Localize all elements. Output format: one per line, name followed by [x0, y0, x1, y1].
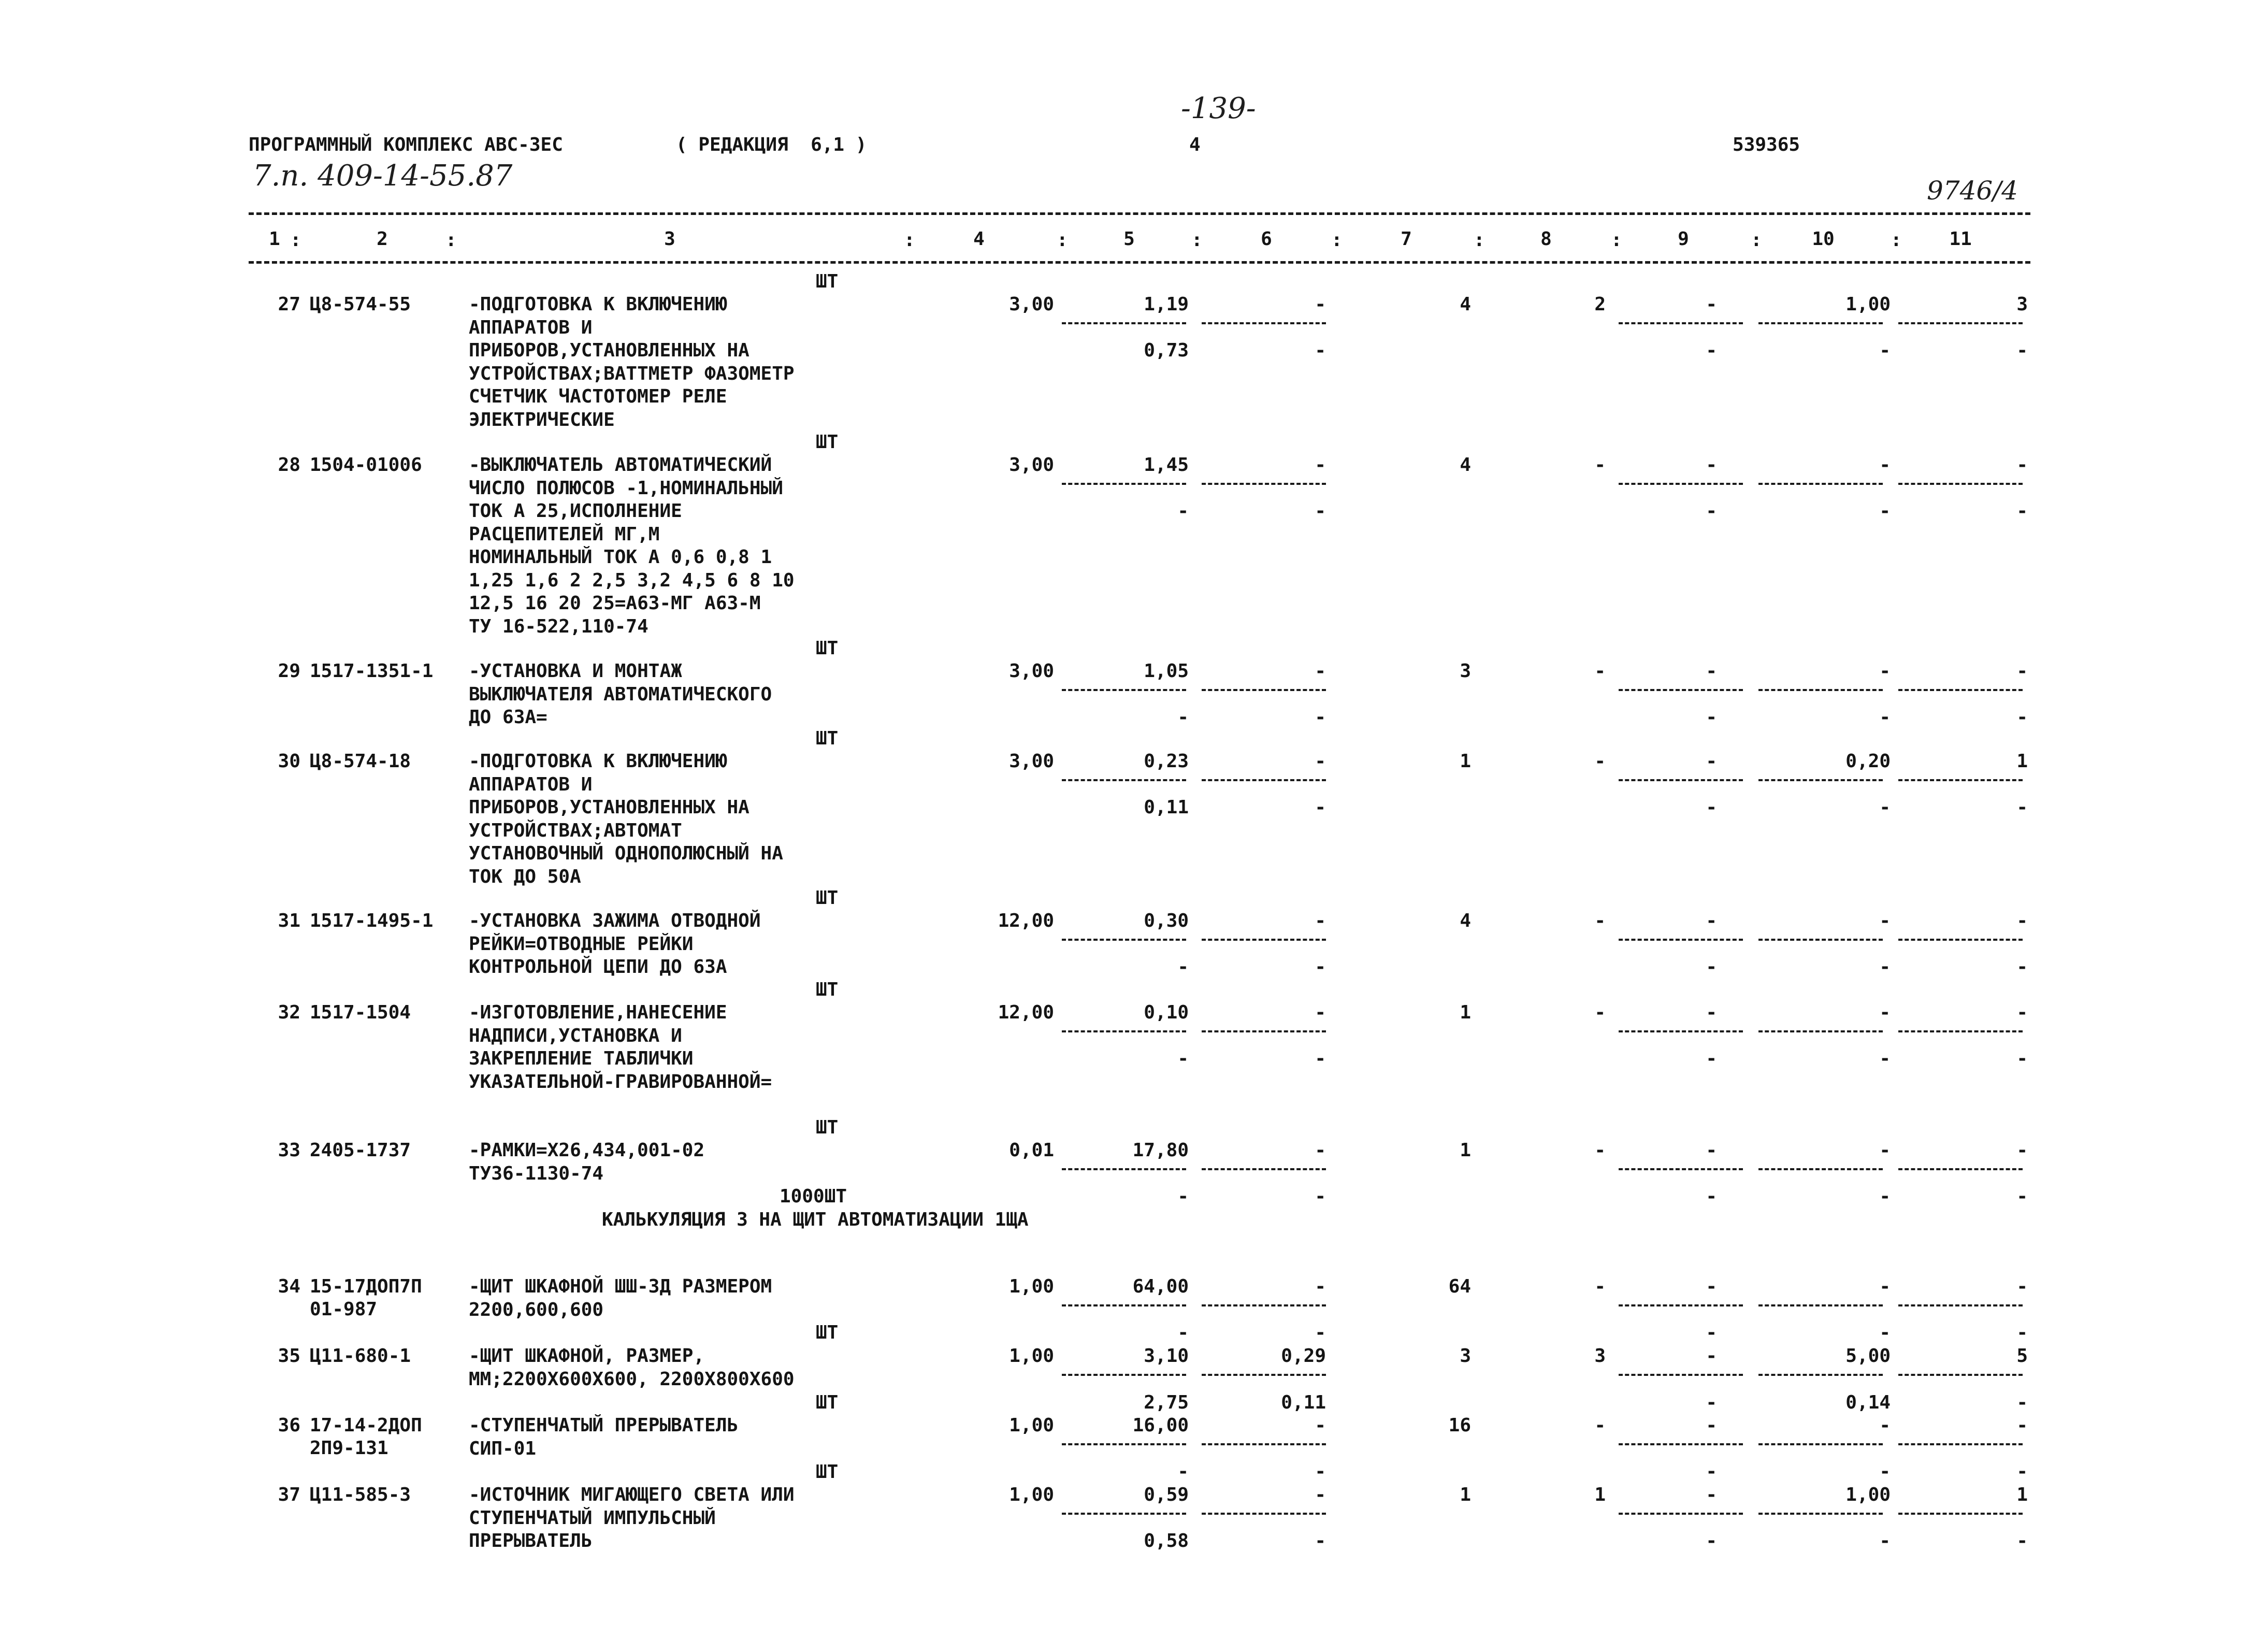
c9-divider	[1619, 1030, 1743, 1032]
c9-value: -	[1706, 1415, 1717, 1436]
c10-value: -	[1879, 1276, 1891, 1297]
c6-subvalue: -	[1315, 707, 1326, 728]
c11-subvalue: -	[2016, 1530, 2028, 1552]
row-number: 35	[278, 1345, 300, 1367]
c9-value: -	[1706, 454, 1717, 476]
c10-subvalue: -	[1879, 1186, 1891, 1207]
c10-divider	[1758, 939, 1883, 941]
row-number: 30	[278, 751, 300, 772]
c5-subvalue: -	[1177, 1048, 1189, 1069]
c9-subvalue: -	[1706, 956, 1717, 978]
col7-value: 4	[1460, 910, 1471, 931]
resource-code: 1517-1495-1	[310, 910, 434, 931]
c9-value: -	[1706, 294, 1717, 315]
c10-subvalue: -	[1879, 1530, 1891, 1552]
c10-divider	[1758, 779, 1883, 781]
c6-divider	[1202, 1443, 1326, 1445]
resource-code: Ц8-574-18	[310, 751, 411, 772]
col8-value: -	[1594, 1276, 1606, 1297]
c10-value: -	[1879, 910, 1891, 931]
c6-subvalue: -	[1315, 500, 1326, 522]
c6-value: -	[1315, 294, 1326, 315]
c9-divider	[1619, 1304, 1743, 1306]
unit-label: ШТ	[816, 979, 839, 1000]
c9-subvalue: -	[1706, 1048, 1717, 1069]
c5-value: 3,10	[1144, 1345, 1189, 1367]
c11-value: 1	[2016, 751, 2028, 772]
column-separator: :	[1751, 229, 1762, 251]
c10-subvalue: -	[1879, 1322, 1891, 1343]
col7-value: 64	[1448, 1276, 1471, 1297]
column-header-11: 11	[1949, 228, 1972, 250]
c11-value: -	[2016, 1140, 2028, 1161]
unit-label: ШТ	[816, 1461, 839, 1483]
c11-subvalue: -	[2016, 797, 2028, 818]
c6-value: -	[1315, 1002, 1326, 1023]
c5-divider	[1062, 1513, 1186, 1515]
c6-value: -	[1315, 910, 1326, 931]
resource-code: Ц8-574-55	[310, 294, 411, 315]
c10-divider	[1758, 322, 1883, 324]
c5-value: 1,05	[1144, 660, 1189, 682]
c6-divider	[1202, 483, 1326, 485]
inventory-number: 9746/4	[1927, 176, 2018, 206]
c5-value: 0,30	[1144, 910, 1189, 931]
c10-subvalue: -	[1879, 340, 1891, 361]
quantity-value: 1,00	[1009, 1415, 1054, 1436]
c9-value: -	[1706, 660, 1717, 682]
edition-label: ( РЕДАКЦИЯ 6,1 )	[676, 134, 867, 155]
c5-subvalue: 0,73	[1144, 340, 1189, 361]
c10-divider	[1758, 483, 1883, 485]
col8-value: -	[1594, 660, 1606, 682]
c11-divider	[1898, 322, 2023, 324]
item-description: -СТУПЕНЧАТЫЙ ПРЕРЫВАТЕЛЬ СИП-01	[469, 1415, 739, 1459]
c11-divider	[1898, 1304, 2023, 1306]
col8-value: -	[1594, 1002, 1606, 1023]
resource-code: 1504-01006	[310, 454, 422, 476]
c9-value: -	[1706, 1002, 1717, 1023]
col7-value: 4	[1460, 454, 1471, 476]
c5-divider	[1062, 483, 1186, 485]
c5-value: 64,00	[1132, 1276, 1189, 1297]
c9-value: -	[1706, 1140, 1717, 1161]
c9-value: -	[1706, 910, 1717, 931]
c10-subvalue: -	[1879, 956, 1891, 978]
c9-divider	[1619, 1513, 1743, 1515]
c11-subvalue: -	[2016, 1186, 2028, 1207]
column-separator: :	[1057, 229, 1068, 251]
c9-subvalue: -	[1706, 1530, 1717, 1552]
column-header-9: 9	[1678, 228, 1689, 250]
col8-value: 1	[1594, 1484, 1606, 1505]
c5-divider	[1062, 1168, 1186, 1170]
c9-subvalue: -	[1706, 707, 1717, 728]
header-rule-bottom	[249, 261, 2030, 264]
c10-value: -	[1879, 1415, 1891, 1436]
c5-subvalue: -	[1177, 500, 1189, 522]
c6-subvalue: -	[1315, 1048, 1326, 1069]
c5-divider	[1062, 1304, 1186, 1306]
column-separator: :	[290, 229, 301, 251]
c9-value: -	[1706, 1484, 1717, 1505]
c9-divider	[1619, 1168, 1743, 1170]
row-number: 34	[278, 1276, 300, 1297]
c9-divider	[1619, 939, 1743, 941]
c11-divider	[1898, 1030, 2023, 1032]
page-number: -139-	[1181, 92, 1256, 125]
col8-value: -	[1594, 1140, 1606, 1161]
c5-value: 16,00	[1132, 1415, 1189, 1436]
c6-subvalue: 0,11	[1281, 1392, 1326, 1413]
c9-subvalue: -	[1706, 1461, 1717, 1482]
c11-subvalue: -	[2016, 707, 2028, 728]
c11-value: -	[2016, 1002, 2028, 1023]
c5-divider	[1062, 322, 1186, 324]
c5-divider	[1062, 689, 1186, 691]
quantity-value: 3,00	[1009, 751, 1054, 772]
c5-value: 1,19	[1144, 294, 1189, 315]
column-separator: :	[1474, 229, 1485, 251]
c11-value: -	[2016, 1415, 2028, 1436]
item-description: -ЩИТ ШКАФНОЙ ШШ-ЗД РАЗМЕРОМ 2200,600,600	[469, 1276, 772, 1320]
c10-subvalue: -	[1879, 797, 1891, 818]
item-description: -РАМКИ=Х26,434,001-02 ТУ36-1130-74	[469, 1140, 705, 1184]
col7-value: 4	[1460, 294, 1471, 315]
c5-divider	[1062, 1374, 1186, 1376]
unit-label: ШТ	[816, 638, 839, 659]
col8-value: -	[1594, 1415, 1606, 1436]
c5-value: 0,59	[1144, 1484, 1189, 1505]
col7-value: 3	[1460, 1345, 1471, 1367]
quantity-value: 1,00	[1009, 1276, 1054, 1297]
c10-subvalue: -	[1879, 1048, 1891, 1069]
c11-subvalue: -	[2016, 1461, 2028, 1482]
c11-value: -	[2016, 1276, 2028, 1297]
column-separator: :	[445, 229, 457, 251]
c6-value: 0,29	[1281, 1345, 1326, 1367]
c6-divider	[1202, 1374, 1326, 1376]
c5-subvalue: -	[1177, 1322, 1189, 1343]
column-header-6: 6	[1261, 228, 1272, 250]
col7-value: 16	[1448, 1415, 1471, 1436]
c11-subvalue: -	[2016, 500, 2028, 522]
c6-divider	[1202, 689, 1326, 691]
program-title: ПРОГРАММНЫЙ КОМПЛЕКС АВС-ЗЕС	[249, 134, 563, 155]
c11-subvalue: -	[2016, 1392, 2028, 1413]
c10-divider	[1758, 1443, 1883, 1445]
c9-subvalue: -	[1706, 1392, 1717, 1413]
quantity-value: 1,00	[1009, 1484, 1054, 1505]
c9-value: -	[1706, 751, 1717, 772]
c11-divider	[1898, 689, 2023, 691]
c6-divider	[1202, 1168, 1326, 1170]
c10-value: 1,00	[1845, 294, 1891, 315]
c9-divider	[1619, 1374, 1743, 1376]
c6-subvalue: -	[1315, 797, 1326, 818]
c10-divider	[1758, 689, 1883, 691]
column-separator: :	[904, 229, 915, 251]
c11-subvalue: -	[2016, 340, 2028, 361]
c11-divider	[1898, 483, 2023, 485]
c9-value: -	[1706, 1345, 1717, 1367]
column-header-3: 3	[664, 228, 675, 250]
c6-value: -	[1315, 751, 1326, 772]
row-number: 36	[278, 1415, 300, 1436]
col7-value: 1	[1460, 1002, 1471, 1023]
quantity-value: 0,01	[1009, 1140, 1054, 1161]
resource-code: Ц11-585-3	[310, 1484, 411, 1505]
header-rule-top	[249, 212, 2030, 215]
c6-value: -	[1315, 1415, 1326, 1436]
c11-value: -	[2016, 454, 2028, 476]
row-number: 32	[278, 1002, 300, 1023]
unit-label: ШТ	[816, 1392, 839, 1413]
item-description: -ЩИТ ШКАФНОЙ, РАЗМЕР, ММ;2200Х600Х600, 2200Х800Х600	[469, 1345, 795, 1390]
column-header-5: 5	[1123, 228, 1135, 250]
c10-value: 5,00	[1845, 1345, 1891, 1367]
resource-code: Ц11-680-1	[310, 1345, 411, 1367]
resource-code: 2405-1737	[310, 1140, 411, 1161]
c11-value: 3	[2016, 294, 2028, 315]
c5-subvalue: 0,11	[1144, 797, 1189, 818]
col8-value: 2	[1594, 294, 1606, 315]
c5-divider	[1062, 1030, 1186, 1032]
col7-value: 1	[1460, 751, 1471, 772]
col8-value: 3	[1594, 1345, 1606, 1367]
c5-divider	[1062, 1443, 1186, 1445]
column-header-10: 10	[1812, 228, 1835, 250]
resource-code: 17-14-2ДОП 2П9-131	[310, 1415, 422, 1459]
unit-label: ШТ	[816, 887, 839, 909]
c11-value: -	[2016, 660, 2028, 682]
c9-subvalue: -	[1706, 1322, 1717, 1343]
unit-label: ШТ	[816, 1322, 839, 1343]
item-description: -УСТАНОВКА И МОНТАЖ ВЫКЛЮЧАТЕЛЯ АВТОМАТИЧЕСКОГО ДО 63А=	[469, 660, 772, 728]
c11-divider	[1898, 779, 2023, 781]
row-number: 29	[278, 660, 300, 682]
row-number: 33	[278, 1140, 300, 1161]
c6-divider	[1202, 322, 1326, 324]
c11-subvalue: -	[2016, 1048, 2028, 1069]
c10-divider	[1758, 1304, 1883, 1306]
column-separator: :	[1191, 229, 1203, 251]
c5-subvalue: -	[1177, 1186, 1189, 1207]
col7-value: 1	[1460, 1140, 1471, 1161]
item-description: -ИЗГОТОВЛЕНИЕ,НАНЕСЕНИЕ НАДПИСИ,УСТАНОВКА И ЗАКРЕПЛЕНИЕ ТАБЛИЧКИ УКАЗАТЕЛЬНОЙ-ГРАВИРОВАННОЙ=	[469, 1002, 772, 1093]
c5-subvalue: -	[1177, 707, 1189, 728]
row-number: 28	[278, 454, 300, 476]
column-header-2: 2	[377, 228, 388, 250]
sheet-number: 4	[1189, 134, 1201, 155]
c6-subvalue: -	[1315, 1461, 1326, 1482]
column-separator: :	[1611, 229, 1622, 251]
unit-label: 1000ШТ	[780, 1186, 847, 1207]
c6-divider	[1202, 779, 1326, 781]
c5-divider	[1062, 939, 1186, 941]
row-number: 31	[278, 910, 300, 931]
c10-value: -	[1879, 1140, 1891, 1161]
c9-divider	[1619, 483, 1743, 485]
c10-subvalue: -	[1879, 500, 1891, 522]
c10-value: -	[1879, 660, 1891, 682]
c6-subvalue: -	[1315, 340, 1326, 361]
c11-divider	[1898, 1513, 2023, 1515]
item-description: -УСТАНОВКА ЗАЖИМА ОТВОДНОЙ РЕЙКИ=ОТВОДНЫЕ РЕЙКИ КОНТРОЛЬНОЙ ЦЕПИ ДО 63А	[469, 910, 761, 978]
column-separator: :	[1331, 229, 1343, 251]
item-description: -ПОДГОТОВКА К ВКЛЮЧЕНИЮ АППАРАТОВ И ПРИБОРОВ,УСТАНОВЛЕННЫХ НА УСТРОЙСТВАХ;ВАТТМЕТР ФАЗОМЕТР СЧЕТЧИК ЧАСТОТОМЕР РЕЛЕ ЭЛЕКТРИЧЕСКИЕ	[469, 294, 795, 430]
c5-subvalue: 0,58	[1144, 1530, 1189, 1552]
c6-value: -	[1315, 1140, 1326, 1161]
column-separator: :	[1891, 229, 1902, 251]
c9-subvalue: -	[1706, 500, 1717, 522]
c9-subvalue: -	[1706, 340, 1717, 361]
c6-divider	[1202, 1513, 1326, 1515]
c6-subvalue: -	[1315, 1322, 1326, 1343]
col8-value: -	[1594, 751, 1606, 772]
quantity-value: 3,00	[1009, 660, 1054, 682]
unit-label: ШТ	[816, 728, 839, 749]
quantity-value: 12,00	[998, 1002, 1054, 1023]
quantity-value: 3,00	[1009, 294, 1054, 315]
project-number: 7.п. 409-14-55.87	[253, 159, 513, 193]
c10-divider	[1758, 1030, 1883, 1032]
document-code: 539365	[1733, 134, 1800, 155]
unit-label: ШТ	[816, 432, 839, 453]
c5-subvalue: -	[1177, 1461, 1189, 1482]
c11-value: -	[2016, 910, 2028, 931]
col8-value: -	[1594, 454, 1606, 476]
c6-divider	[1202, 1030, 1326, 1032]
c11-value: 1	[2016, 1484, 2028, 1505]
quantity-value: 12,00	[998, 910, 1054, 931]
c6-subvalue: -	[1315, 1186, 1326, 1207]
c11-value: 5	[2016, 1345, 2028, 1367]
c5-value: 0,10	[1144, 1002, 1189, 1023]
c6-value: -	[1315, 454, 1326, 476]
c6-subvalue: -	[1315, 1530, 1326, 1552]
c5-subvalue: -	[1177, 956, 1189, 978]
row-number: 27	[278, 294, 300, 315]
column-header-8: 8	[1540, 228, 1552, 250]
c6-divider	[1202, 1304, 1326, 1306]
resource-code: 1517-1351-1	[310, 660, 434, 682]
c6-value: -	[1315, 1484, 1326, 1505]
c9-divider	[1619, 689, 1743, 691]
c10-value: -	[1879, 1002, 1891, 1023]
c10-divider	[1758, 1168, 1883, 1170]
c5-value: 17,80	[1132, 1140, 1189, 1161]
item-description: -ИСТОЧНИК МИГАЮЩЕГО СВЕТА ИЛИ СТУПЕНЧАТЫЙ ИМПУЛЬСНЫЙ ПРЕРЫВАТЕЛЬ	[469, 1484, 795, 1552]
c10-value: -	[1879, 454, 1891, 476]
c6-value: -	[1315, 660, 1326, 682]
c9-divider	[1619, 779, 1743, 781]
quantity-value: 3,00	[1009, 454, 1054, 476]
unit-label: ШТ	[816, 271, 839, 292]
column-header-7: 7	[1401, 228, 1412, 250]
col8-value: -	[1594, 910, 1606, 931]
c5-value: 0,23	[1144, 751, 1189, 772]
row-number: 37	[278, 1484, 300, 1505]
c5-value: 1,45	[1144, 454, 1189, 476]
c5-divider	[1062, 779, 1186, 781]
c11-divider	[1898, 1374, 2023, 1376]
resource-code: 1517-1504	[310, 1002, 411, 1023]
quantity-value: 1,00	[1009, 1345, 1054, 1367]
c11-divider	[1898, 1168, 2023, 1170]
c9-value: -	[1706, 1276, 1717, 1297]
unit-label: ШТ	[816, 1117, 839, 1138]
col7-value: 3	[1460, 660, 1471, 682]
c11-divider	[1898, 1443, 2023, 1445]
c9-subvalue: -	[1706, 1186, 1717, 1207]
column-header-1: 1	[269, 228, 280, 250]
c10-subvalue: -	[1879, 707, 1891, 728]
item-description: -ПОДГОТОВКА К ВКЛЮЧЕНИЮ АППАРАТОВ И ПРИБОРОВ,УСТАНОВЛЕННЫХ НА УСТРОЙСТВАХ;АВТОМАТ УСТАНОВОЧНЫЙ ОДНОПОЛЮСНЫЙ НА ТОК ДО 50А	[469, 751, 783, 887]
c10-value: 0,20	[1845, 751, 1891, 772]
c6-subvalue: -	[1315, 956, 1326, 978]
c5-subvalue: 2,75	[1144, 1392, 1189, 1413]
resource-code: 15-17ДОП7П 01-987	[310, 1276, 422, 1320]
c11-divider	[1898, 939, 2023, 941]
c11-subvalue: -	[2016, 956, 2028, 978]
c11-subvalue: -	[2016, 1322, 2028, 1343]
c9-divider	[1619, 322, 1743, 324]
c9-divider	[1619, 1443, 1743, 1445]
c9-subvalue: -	[1706, 797, 1717, 818]
item-description: -ВЫКЛЮЧАТЕЛЬ АВТОМАТИЧЕСКИЙ ЧИСЛО ПОЛЮСОВ -1,НОМИНАЛЬНЫЙ ТОК А 25,ИСПОЛНЕНИЕ РАСЦЕПИТЕЛЕЙ МГ,М НОМИНАЛЬНЫЙ ТОК А 0,6 0,8 1 1,25 1,6 2 2,5 3,2 4,5 6 8 10 12,5 16 20 25=А63-МГ А63-М ТУ 16-522,110-74	[469, 454, 795, 637]
c6-divider	[1202, 939, 1326, 941]
c10-subvalue: 0,14	[1845, 1392, 1891, 1413]
c10-value: 1,00	[1845, 1484, 1891, 1505]
c10-subvalue: -	[1879, 1461, 1891, 1482]
section-title: КАЛЬКУЛЯЦИЯ 3 НА ЩИТ АВТОМАТИЗАЦИИ 1ЩА	[602, 1209, 1029, 1230]
c6-value: -	[1315, 1276, 1326, 1297]
column-header-4: 4	[973, 228, 985, 250]
col7-value: 1	[1460, 1484, 1471, 1505]
c10-divider	[1758, 1513, 1883, 1515]
c10-divider	[1758, 1374, 1883, 1376]
